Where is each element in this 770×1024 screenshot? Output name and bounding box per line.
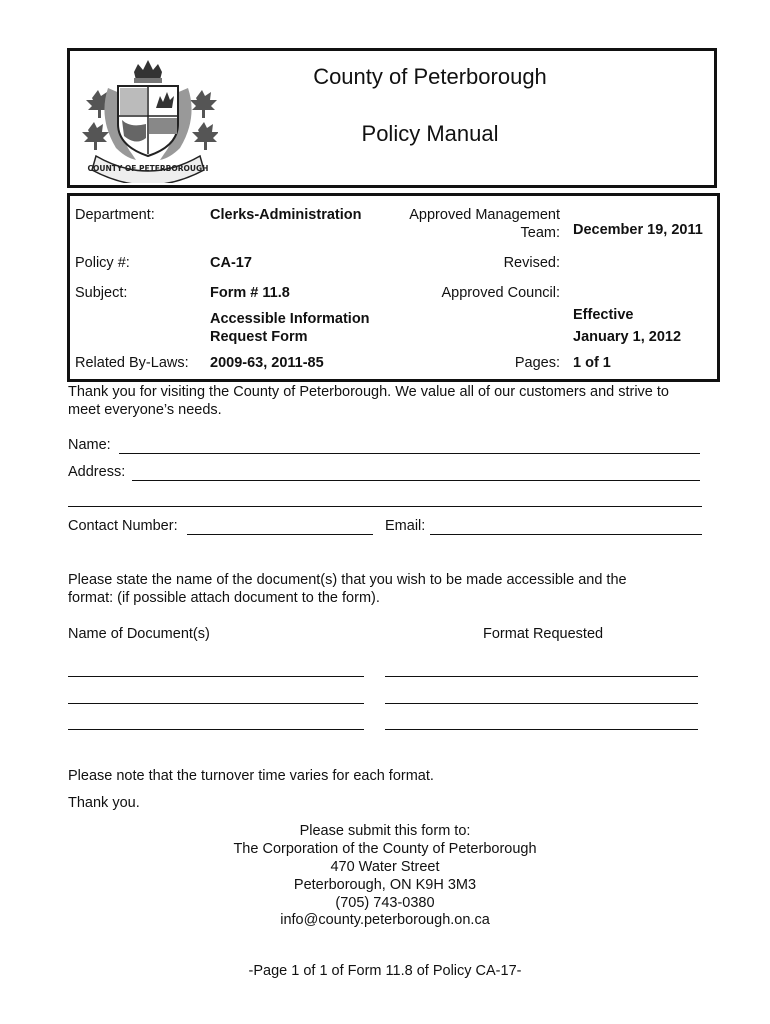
svg-text:COUNTY OF PETERBOROUGH: COUNTY OF PETERBOROUGH: [87, 164, 209, 173]
effective-label: Effective: [573, 307, 634, 323]
intro-line-2: meet everyone’s needs.: [68, 402, 222, 418]
pages-value: 1 of 1: [573, 355, 611, 371]
address-field[interactable]: [132, 480, 700, 481]
approved-mgmt-value: December 19, 2011: [573, 222, 703, 238]
intro-line-1: Thank you for visiting the County of Peterborough. We value all of our customers and strive to: [68, 384, 669, 400]
approved-mgmt-label-1: Approved Management: [409, 207, 560, 223]
submit-email: info@county.peterborough.on.ca: [280, 912, 490, 928]
thank-you-text: Thank you.: [68, 795, 140, 811]
bylaws-label: Related By-Laws:: [75, 355, 189, 371]
revised-label: Revised:: [503, 255, 560, 271]
submit-phone: (705) 743-0380: [335, 895, 435, 911]
subject-title-line-2: Request Form: [210, 329, 308, 345]
address-label: Address:: [68, 464, 126, 480]
name-field[interactable]: [119, 453, 700, 454]
manual-title: Policy Manual: [361, 121, 499, 146]
name-label: Name:: [68, 437, 111, 453]
instruction-line-1: Please state the name of the document(s) that you wish to be made accessible and the: [68, 572, 627, 588]
document-name-field-2[interactable]: [68, 703, 364, 704]
department-value: Clerks-Administration: [210, 207, 362, 223]
email-label: Email:: [385, 518, 426, 534]
turnover-note: Please note that the turnover time varies for each format.: [68, 768, 434, 784]
contact-number-label: Contact Number:: [68, 518, 178, 534]
submit-instruction: Please submit this form to:: [299, 823, 471, 839]
department-label: Department:: [75, 207, 155, 223]
format-column-header: Format Requested: [483, 626, 604, 642]
contact-number-field[interactable]: [187, 534, 373, 535]
submit-city: Peterborough, ON K9H 3M3: [293, 877, 477, 893]
format-requested-field-3[interactable]: [385, 729, 698, 730]
subject-label: Subject:: [75, 285, 128, 301]
county-crest-logo: [78, 58, 218, 183]
page-footer: -Page 1 of 1 of Form 11.8 of Policy CA-17-: [248, 963, 522, 979]
document-name-field-3[interactable]: [68, 729, 364, 730]
subject-title-line-1: Accessible Information: [210, 311, 370, 327]
policy-number-label: Policy #:: [75, 255, 130, 271]
subject-form-number: Form # 11.8: [210, 285, 290, 301]
submit-organization: The Corporation of the County of Peterborough: [233, 841, 537, 857]
approved-mgmt-label-2: Team:: [520, 225, 560, 241]
policy-number-value: CA-17: [210, 255, 252, 271]
submit-street: 470 Water Street: [330, 859, 440, 875]
approved-council-label: Approved Council:: [441, 285, 560, 301]
document-name-field-1[interactable]: [68, 676, 364, 677]
format-requested-field-1[interactable]: [385, 676, 698, 677]
organization-title: County of Peterborough: [313, 64, 547, 89]
address-field-line-2[interactable]: [68, 506, 702, 507]
email-field[interactable]: [430, 534, 702, 535]
bylaws-value: 2009-63, 2011-85: [210, 355, 324, 371]
document-column-header: Name of Document(s): [68, 626, 210, 642]
pages-label: Pages:: [514, 355, 560, 371]
effective-date: January 1, 2012: [573, 329, 682, 345]
instruction-line-2: format: (if possible attach document to the form).: [68, 590, 380, 606]
format-requested-field-2[interactable]: [385, 703, 698, 704]
